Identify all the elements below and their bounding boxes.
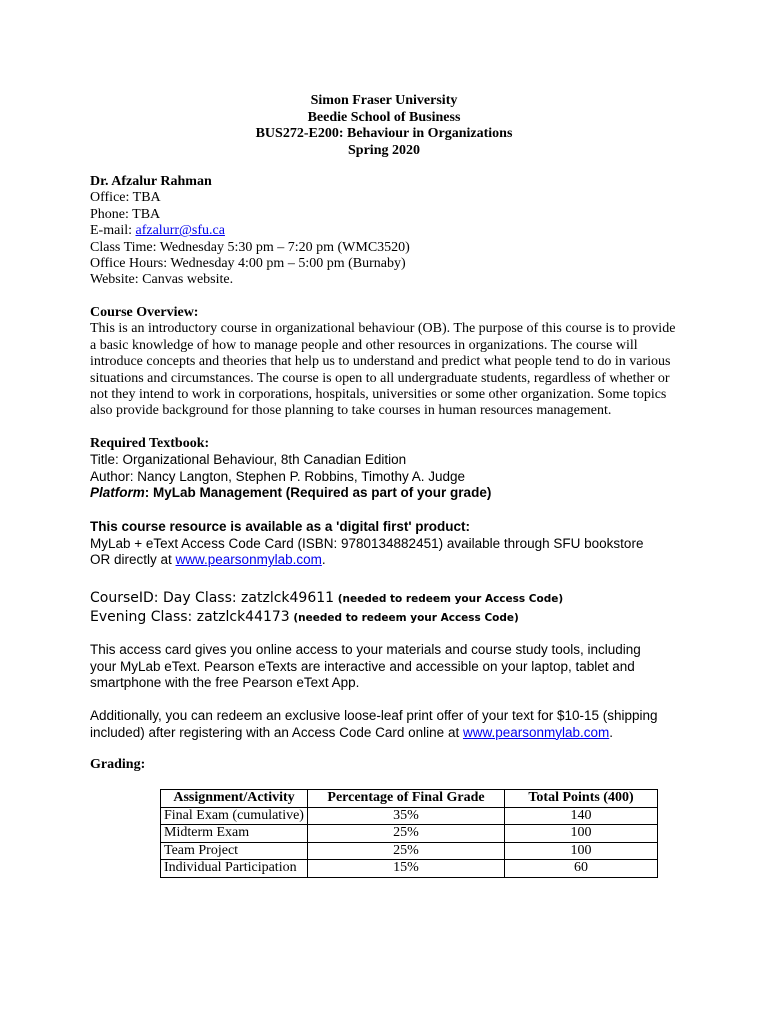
- access-line: smartphone with the free Pearson eText App.: [90, 675, 360, 691]
- email-link[interactable]: afzalurr@sfu.ca: [135, 223, 225, 239]
- access-line: This access card gives you online access to your materials and course study tools, including: [90, 642, 641, 657]
- activity-cell: Midterm Exam: [161, 825, 308, 843]
- platform-text: : MyLab Management (Required as part of your grade): [144, 485, 492, 501]
- office-label: Office:: [90, 190, 133, 206]
- resource-prefix: OR directly at: [90, 552, 176, 568]
- document-header: [0, 93, 768, 159]
- email-line: [90, 223, 690, 239]
- office-line: [90, 190, 690, 206]
- pearson-link-2[interactable]: www.pearsonmylab.com: [462, 724, 610, 740]
- day-class-id: CourseID: Day Class: zatzlck49611: [90, 590, 335, 606]
- activity-cell: Final Exam (cumulative): [161, 807, 308, 825]
- percentage-cell: 15%: [308, 860, 505, 878]
- textbook-author: Author: Nancy Langton, Stephen P. Robbins, Timothy A. Judge: [90, 468, 465, 484]
- website: Website: Canvas website.: [90, 272, 234, 288]
- instructor-info: [90, 174, 690, 289]
- overview-heading: Course Overview:: [90, 305, 199, 320]
- textbook-heading: Required Textbook:: [90, 436, 210, 451]
- table-row: [161, 842, 658, 860]
- school-name: Beedie School of Business: [307, 109, 461, 125]
- pearson-link[interactable]: www.pearsonmylab.com: [175, 552, 322, 568]
- additional-prefix: included) after registering with an Access Code Card online at: [90, 724, 463, 740]
- office-value: TBA: [132, 190, 161, 206]
- points-cell: 140: [505, 807, 658, 825]
- column-header: Assignment/Activity: [161, 790, 308, 808]
- activity-cell: Team Project: [161, 842, 308, 860]
- class-time: Class Time: Wednesday 5:30 pm – 7:20 pm (WMC3520): [90, 239, 410, 255]
- textbook-title: Title: Organizational Behaviour, 8th Canadian Edition: [90, 452, 407, 467]
- phone-label: Phone:: [90, 206, 133, 222]
- column-header: Percentage of Final Grade: [308, 790, 505, 808]
- resource-line: MyLab + eText Access Code Card (ISBN: 9780134882451) available through SFU bookstore: [90, 535, 644, 551]
- access-info: [90, 642, 690, 692]
- course-overview: [90, 305, 690, 420]
- platform-label: Platform: [90, 485, 145, 501]
- resource-line: [90, 552, 690, 569]
- activity-cell: Individual Participation: [161, 860, 308, 878]
- column-header: Total Points (400): [505, 790, 658, 808]
- university-name: Simon Fraser University: [310, 93, 458, 108]
- textbook-platform: [90, 485, 690, 502]
- percentage-cell: 35%: [308, 807, 505, 825]
- table-row: [161, 807, 658, 825]
- overview-line: a basic knowledge of how to manage people and other resources in organizations. The course will: [90, 337, 638, 353]
- course-id-day: [90, 589, 563, 609]
- additional-suffix: .: [609, 724, 614, 740]
- overview-line: situations and circumstances. The course is open to all undergraduate students, regardless of whether or: [90, 370, 670, 386]
- day-class-note: (needed to redeem your Access Code): [334, 593, 564, 605]
- course-title: BUS272-E200: Behaviour in Organizations: [255, 126, 513, 142]
- access-line: your MyLab eText. Pearson eTexts are interactive and accessible on your laptop, tablet and: [90, 658, 635, 674]
- additional-line: Additionally, you can redeem an exclusive loose-leaf print offer of your text for $10-15 (shipping: [90, 708, 658, 723]
- evening-class-note: (needed to redeem your Access Code): [289, 612, 519, 624]
- points-cell: 60: [505, 860, 658, 878]
- table-row: [161, 860, 658, 878]
- resource-suffix: .: [321, 552, 326, 568]
- points-cell: 100: [505, 825, 658, 843]
- additional-line: [90, 725, 690, 742]
- phone-value: TBA: [132, 206, 161, 222]
- resource-info: [90, 519, 690, 569]
- overview-line: introduce concepts and theories that help us to understand and predict what people tend to do in various: [90, 354, 671, 370]
- percentage-cell: 25%: [308, 825, 505, 843]
- overview-line: also provide background for those planning to take courses in human resources management.: [90, 403, 612, 419]
- grading-heading: Grading:: [90, 757, 146, 772]
- additional-info: [90, 708, 690, 741]
- table-header-row: [161, 790, 658, 808]
- phone-line: [90, 207, 690, 223]
- evening-class-id: Evening Class: zatzlck44173: [90, 609, 290, 625]
- percentage-cell: 25%: [308, 842, 505, 860]
- term: Spring 2020: [348, 142, 420, 158]
- overview-line: This is an introductory course in organizational behaviour (OB). The purpose of this course is to provide: [90, 321, 676, 337]
- instructor-name: Dr. Afzalur Rahman: [90, 174, 212, 189]
- textbook-info: [90, 452, 690, 502]
- email-label: E-mail:: [90, 223, 136, 239]
- points-cell: 100: [505, 842, 658, 860]
- resource-heading: This course resource is available as a 'digital first' product:: [90, 519, 471, 534]
- course-id-evening: [90, 608, 519, 628]
- office-hours: Office Hours: Wednesday 4:00 pm – 5:00 pm (Burnaby): [90, 256, 406, 272]
- grading-table: [160, 789, 658, 878]
- table-row: [161, 825, 658, 843]
- overview-line: not they intend to work in corporations, hospitals, universities or some other organization. Some topics: [90, 387, 667, 403]
